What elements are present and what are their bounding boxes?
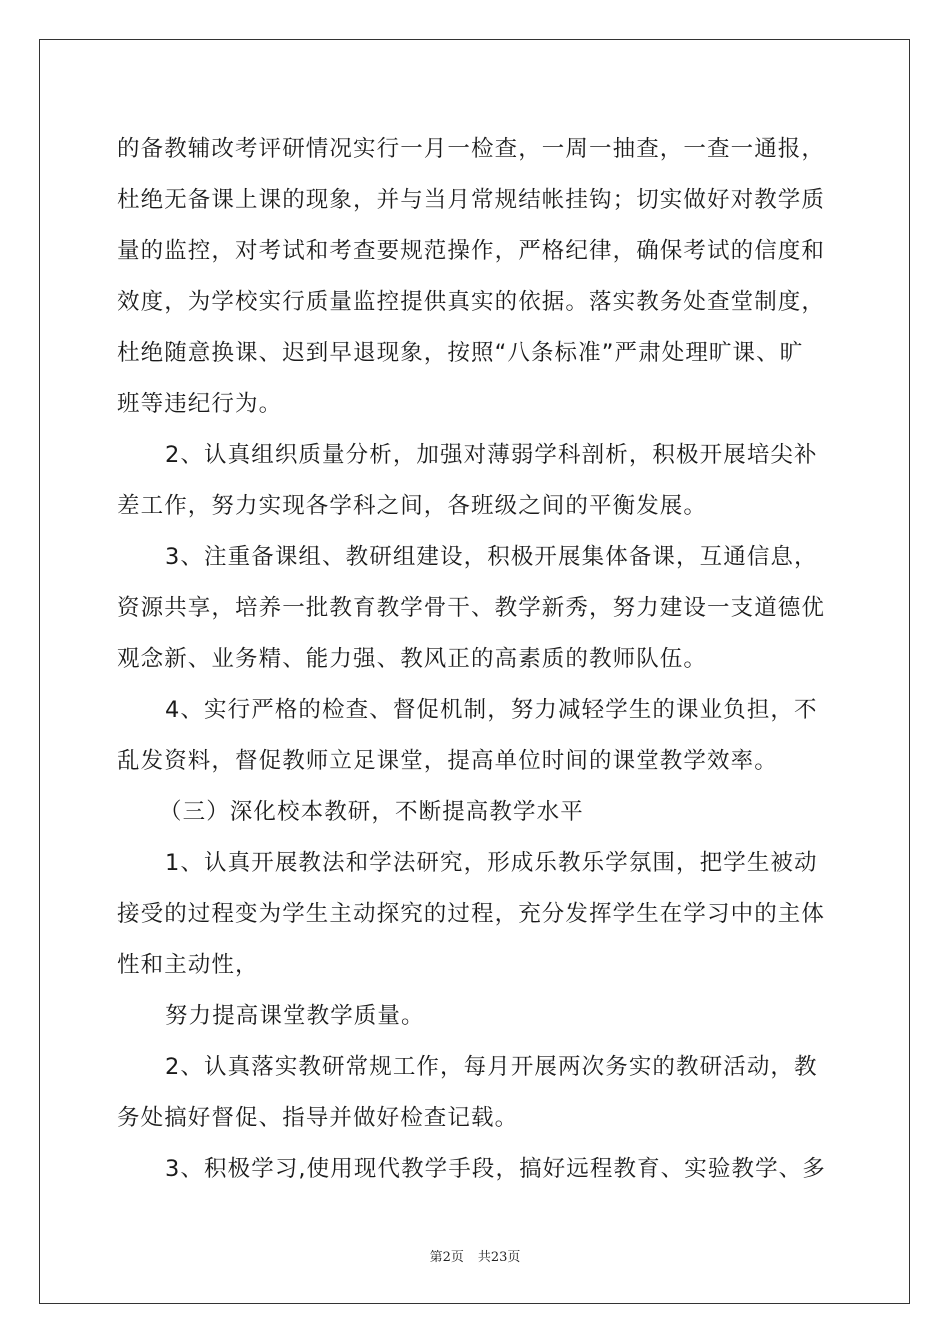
paragraph-start-line: 3、注重备课组、教研组建设，积极开展集体备课，互通信息， xyxy=(165,544,818,570)
text-line: 性和主动性， xyxy=(117,952,259,978)
text-line: 乱发资料，督促教师立足课堂，提高单位时间的课堂教学效率。 xyxy=(117,748,778,774)
text-line: 班等违纪行为。 xyxy=(117,391,283,417)
section-heading: （三）深化校本教研，不断提高教学水平 xyxy=(159,799,584,825)
page-footer xyxy=(0,1246,950,1265)
paragraph-start-line: 4、实行严格的检查、督促机制，努力减轻学生的课业负担，不 xyxy=(165,697,818,723)
text-line: 差工作，努力实现各学科之间，各班级之间的平衡发展。 xyxy=(117,493,708,519)
text-line: 的备教辅改考评研情况实行一月一检查，一周一抽查，一查一通报， xyxy=(117,136,826,162)
paragraph-start-line: 努力提高课堂教学质量。 xyxy=(165,1003,425,1029)
text-line: 杜绝无备课上课的现象，并与当月常规结帐挂钩；切实做好对教学质 xyxy=(117,187,826,213)
document-body xyxy=(117,124,837,1195)
text-line: 量的监控，对考试和考查要规范操作，严格纪律，确保考试的信度和 xyxy=(117,238,826,264)
paragraph-start-line: 1、认真开展教法和学法研究，形成乐教乐学氛围，把学生被动 xyxy=(165,850,818,876)
text-line: 资源共享，培养一批教育教学骨干、教学新秀，努力建设一支道德优 xyxy=(117,595,826,621)
paragraph-start-line: 2、认真落实教研常规工作，每月开展两次务实的教研活动，教 xyxy=(165,1054,818,1080)
text-line: 效度，为学校实行质量监控提供真实的依据。落实教务处查堂制度， xyxy=(117,289,826,315)
page-number: 第2页 xyxy=(429,1250,464,1265)
paragraph-start-line: 2、认真组织质量分析，加强对薄弱学科剖析，积极开展培尖补 xyxy=(165,442,818,468)
text-line: 务处搞好督促、指导并做好检查记载。 xyxy=(117,1105,519,1131)
page-total: 共23页 xyxy=(477,1250,521,1265)
text-line: 接受的过程变为学生主动探究的过程，充分发挥学生在学习中的主体 xyxy=(117,901,826,927)
paragraph-start-line: 3、积极学习,使用现代教学手段，搞好远程教育、实验教学、多 xyxy=(165,1156,826,1182)
text-line: 杜绝随意换课、迟到早退现象，按照“八条标准”严肃处理旷课、旷 xyxy=(117,340,804,366)
text-line: 观念新、业务精、能力强、教风正的高素质的教师队伍。 xyxy=(117,646,708,672)
